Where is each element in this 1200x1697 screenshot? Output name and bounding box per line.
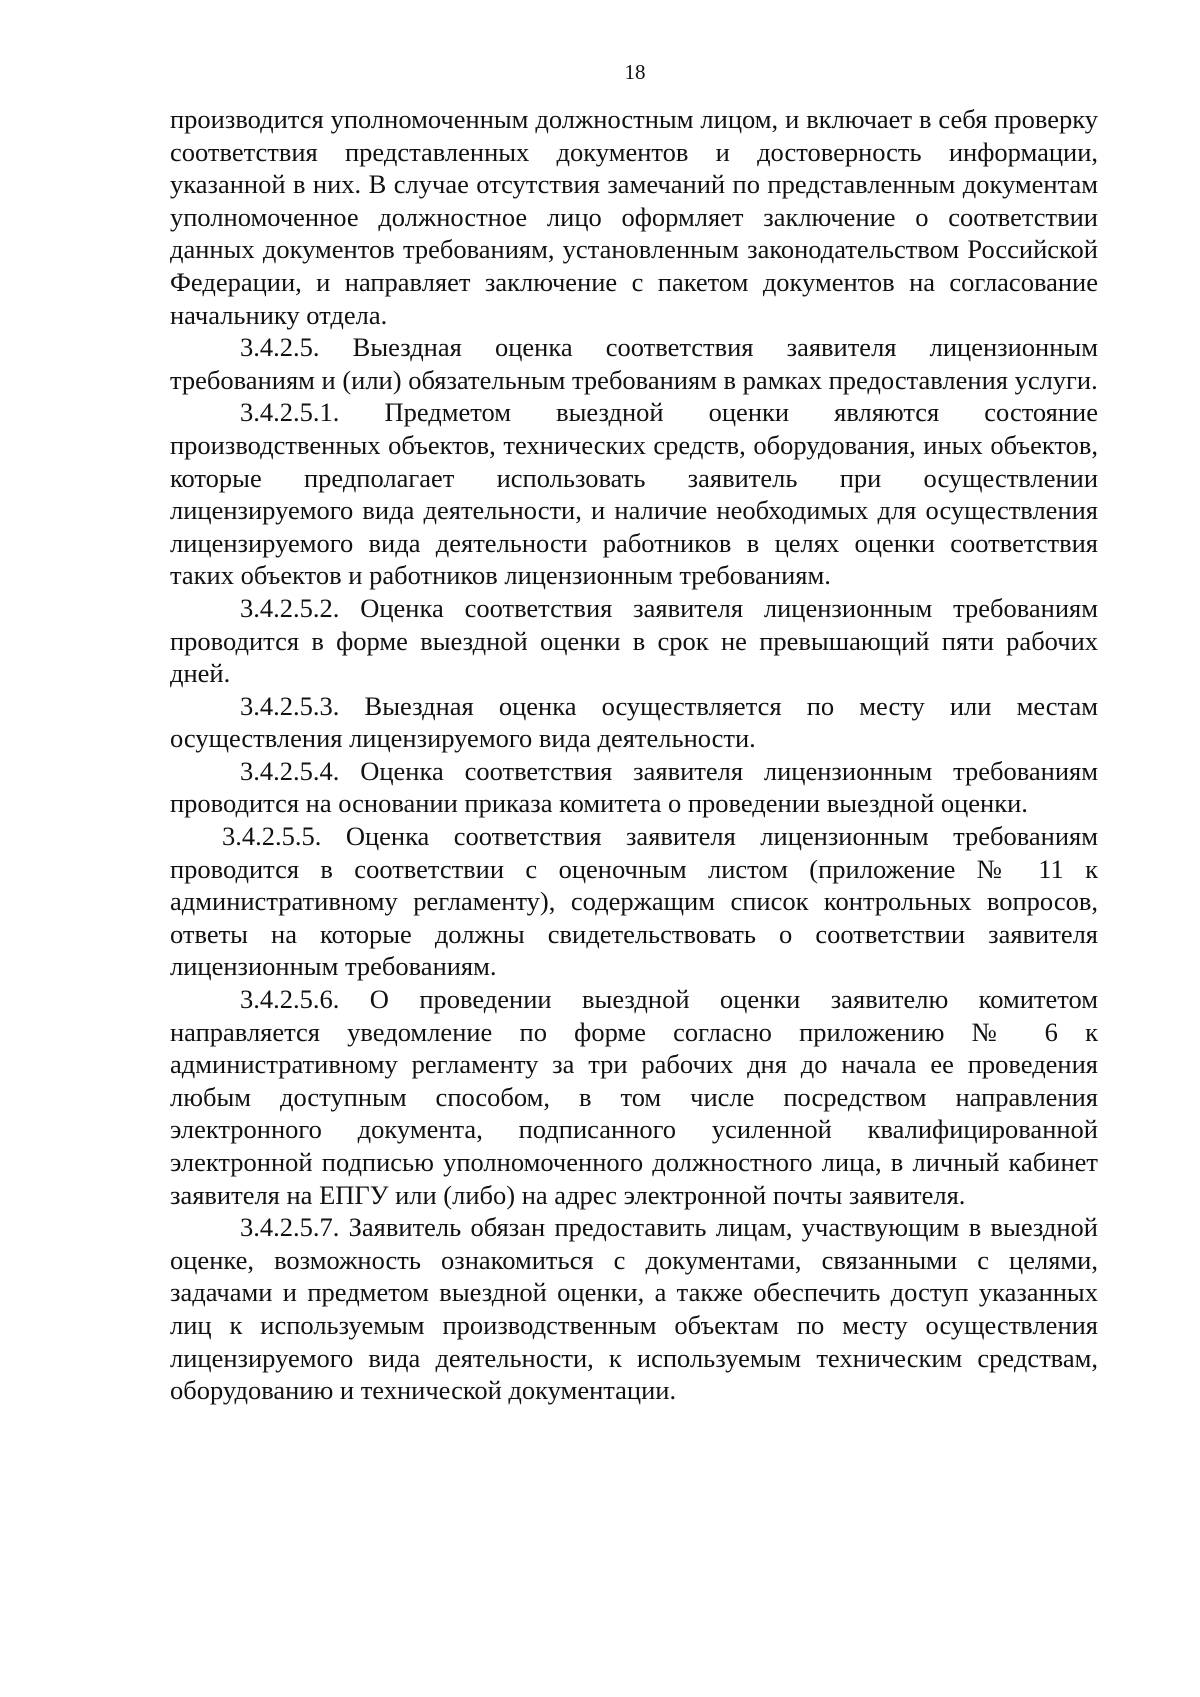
page-number: 18 bbox=[624, 60, 646, 84]
paragraph-continuation: производится уполномоченным должностным лицом, и включает в себя проверку соответствия представленных документов и достоверность информации, указанной в них. В случае отсутствия замечаний по представленным документам уполномоченное должностное лицо оформляет заключение о соответствии данных документов требованиям, установленным законодательством Российской Федерации, и направляет заключение с пакетом документов на согласование начальнику отдела. bbox=[170, 104, 1098, 330]
paragraph-3-4-2-5-7: 3.4.2.5.7. Заявитель обязан предоставить лицам, участвующим в выездной оценке, возможность ознакомиться с документами, связанными с целями, задачами и предметом выездной оценки, а также обеспечить доступ указанных лиц к используемым производственным объектам по месту осуществления лицензируемого вида деятельности, к используемым техническим средствам, оборудованию и технической документации. bbox=[170, 1212, 1098, 1406]
paragraph-3-4-2-5-1: 3.4.2.5.1. Предметом выездной оценки являются состояние производственных объектов, технических средств, оборудования, иных объектов, которые предполагает использовать заявитель при осуществлении лицензируемого вида деятельности, и наличие необходимых для осуществления лицензируемого вида деятельности работников в целях оценки соответствия таких объектов и работников лицензионным требованиям. bbox=[170, 397, 1098, 591]
paragraph-3-4-2-5-2: 3.4.2.5.2. Оценка соответствия заявителя лицензионным требованиям проводится в форме выездной оценки в срок не превышающий пяти рабочих дней. bbox=[170, 592, 1098, 689]
paragraph-3-4-2-5-3: 3.4.2.5.3. Выездная оценка осуществляется по месту или местам осуществления лицензируемого вида деятельности. bbox=[170, 690, 1098, 754]
paragraph-3-4-2-5-4: 3.4.2.5.4. Оценка соответствия заявителя лицензионным требованиям проводится на основании приказа комитета о проведении выездной оценки. bbox=[170, 755, 1098, 819]
paragraph-3-4-2-5: 3.4.2.5. Выездная оценка соответствия заявителя лицензионным требованиям и (или) обязательным требованиям в рамках предоставления услуги. bbox=[170, 332, 1098, 395]
document-body bbox=[170, 103, 1098, 1407]
paragraph-3-4-2-5-6: 3.4.2.5.6. О проведении выездной оценки заявителю комитетом направляется уведомление по форме согласно приложению № 6 к административному регламенту за три рабочих дня до начала ее проведения любым доступным способом, в том числе посредством направления электронного документа, подписанного усиленной квалифицированной электронной подписью уполномоченного должностного лица, в личный кабинет заявителя на ЕПГУ или (либо) на адрес электронной почты заявителя. bbox=[170, 984, 1098, 1210]
paragraph-3-4-2-5-5: 3.4.2.5.5. Оценка соответствия заявителя лицензионным требованиям проводится в соответствии с оценочным листом (приложение № 11 к административному регламенту), содержащим список контрольных вопросов, ответы на которые должны свидетельствовать о соответствии заявителя лицензионным требованиям. bbox=[170, 821, 1098, 982]
